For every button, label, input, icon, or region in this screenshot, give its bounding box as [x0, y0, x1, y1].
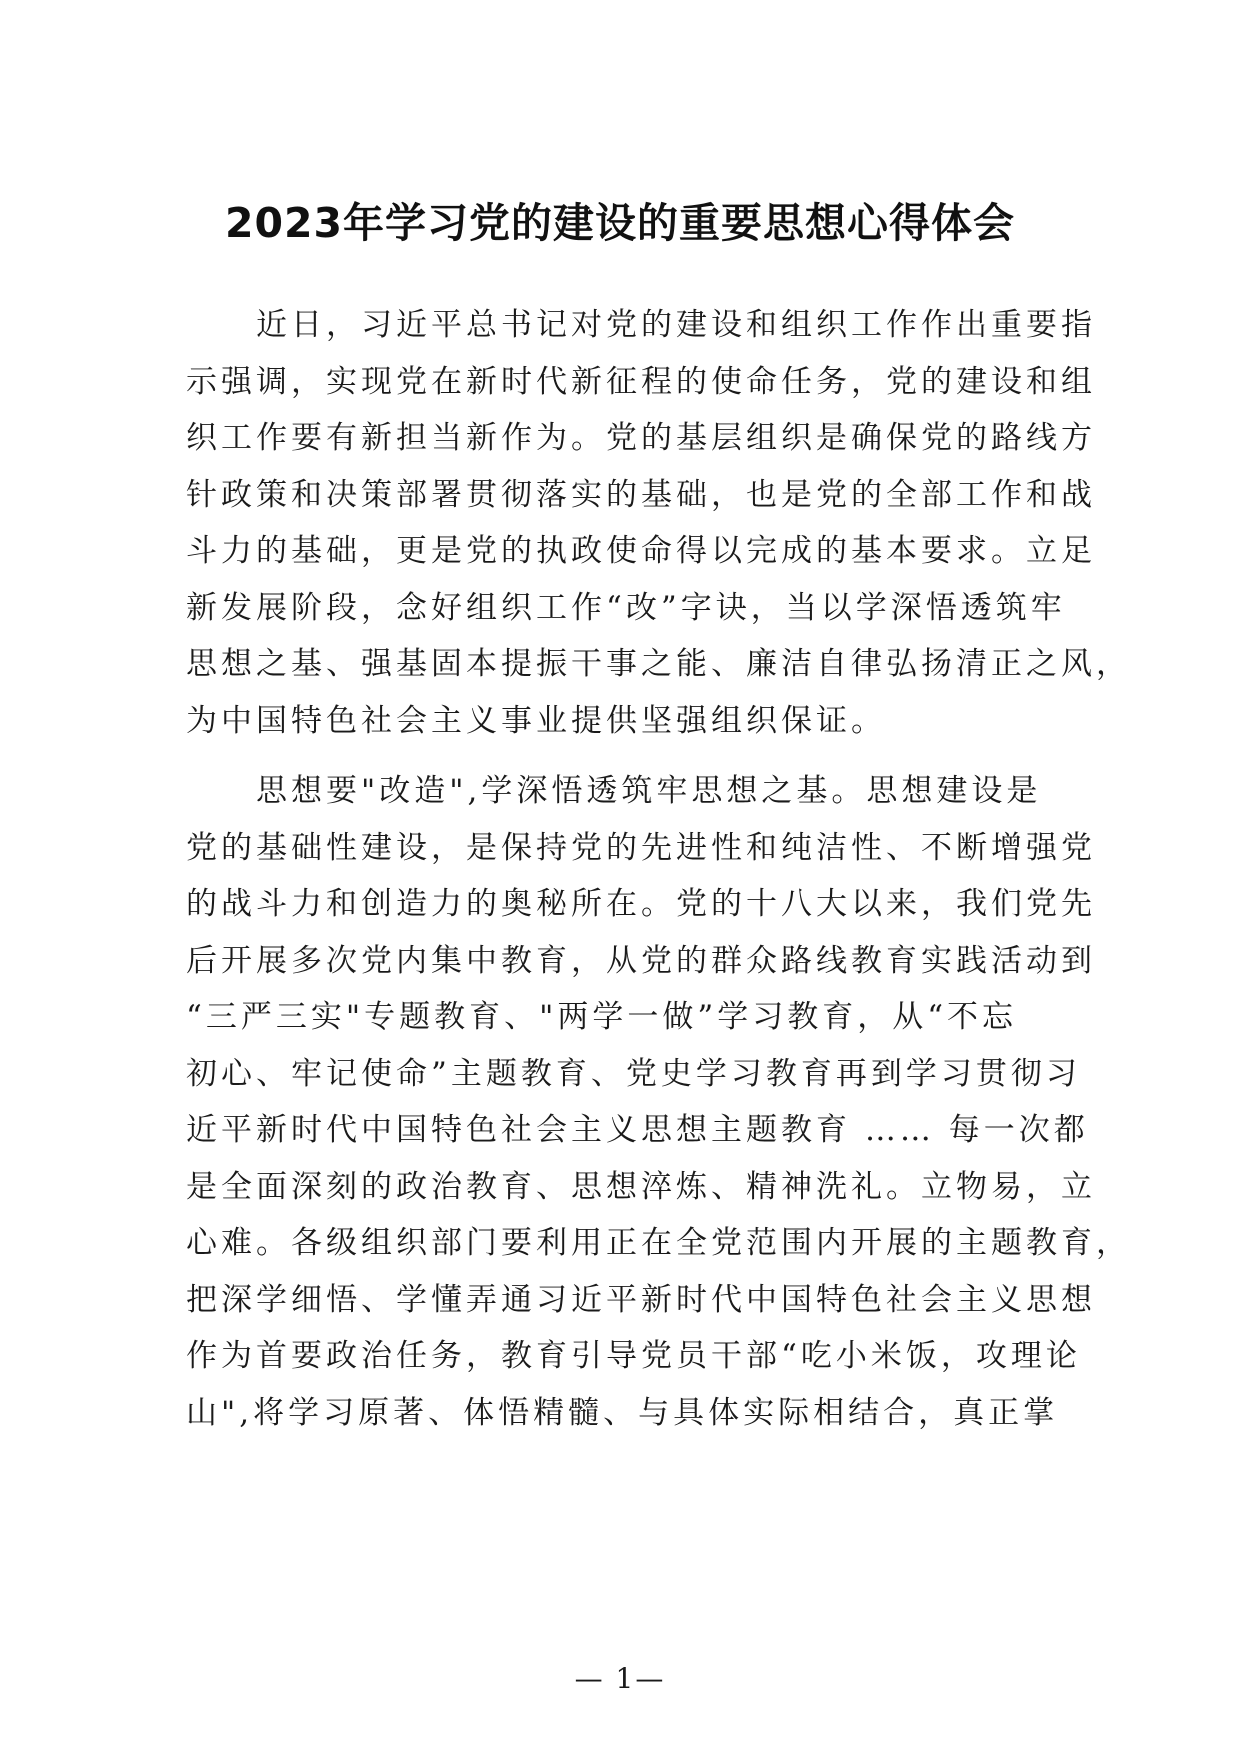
text-line: 作为首要政治任务，教育引导党员干部“吃小米饭，攻理论: [186, 1338, 1081, 1374]
text-line: 为中国特色社会主义事业提供坚强组织保证。: [186, 702, 886, 739]
text-line: 是全面深刻的政治教育、思想淬炼、精神洗礼。立物易，立: [186, 1168, 1096, 1205]
text-line: 近日，习近平总书记对党的建设和组织工作作出重要指: [256, 307, 1096, 343]
text-line: 织工作要有新担当新作为。党的基层组织是确保党的路线方: [186, 420, 1096, 456]
text-line: 斗力的基础，更是党的执政使命得以完成的基本要求。立足: [186, 533, 1096, 569]
text-line: 心难。各级组织部门要利用正在全党范围内开展的主题教育，: [186, 1225, 1131, 1261]
paragraph-2: [186, 763, 1131, 1441]
text-line: 示强调，实现党在新时代新征程的使命任务，党的建设和组: [186, 363, 1096, 400]
text-line: 山",将学习原著、体悟精髓、与具体实际相结合，真正掌: [186, 1394, 1059, 1431]
text-line: 党的基础性建设，是保持党的先进性和纯洁性、不断增强党: [186, 829, 1096, 866]
text-line: 近平新时代中国特色社会主义思想主题教育 …… 每一次都: [186, 1112, 1089, 1148]
document-title: 2023年学习党的建设的重要思想心得体会: [224, 199, 1016, 247]
text-line: 针政策和决策部署贯彻落实的基础，也是党的全部工作和战: [186, 476, 1096, 513]
text-line: 的战斗力和创造力的奥秘所在。党的十八大以来，我们党先: [186, 886, 1096, 922]
text-line: 把深学细悟、学懂弄通习近平新时代中国特色社会主义思想: [186, 1281, 1096, 1318]
text-line: 思想要"改造",学深悟透筑牢思想之基。思想建设是: [256, 773, 1042, 809]
text-line: 思想之基、强基固本提振干事之能、廉洁自律弘扬清正之风，: [186, 646, 1131, 682]
document-body: [186, 297, 1131, 1441]
paragraph-1: [186, 297, 1131, 749]
text-line: 后开展多次党内集中教育，从党的群众路线教育实践活动到: [186, 942, 1096, 979]
paragraph-gap: [186, 749, 1066, 763]
text-line: 初心、牢记使命”主题教育、党史学习教育再到学习贯彻习: [186, 1055, 1081, 1092]
text-line: “三严三实"专题教育、"两学一做”学习教育，从“不忘: [186, 999, 1018, 1035]
page-number: — 1—: [574, 1662, 666, 1695]
text-line: 新发展阶段，念好组织工作“改”字诀，当以学深悟透筑牢: [186, 589, 1066, 626]
